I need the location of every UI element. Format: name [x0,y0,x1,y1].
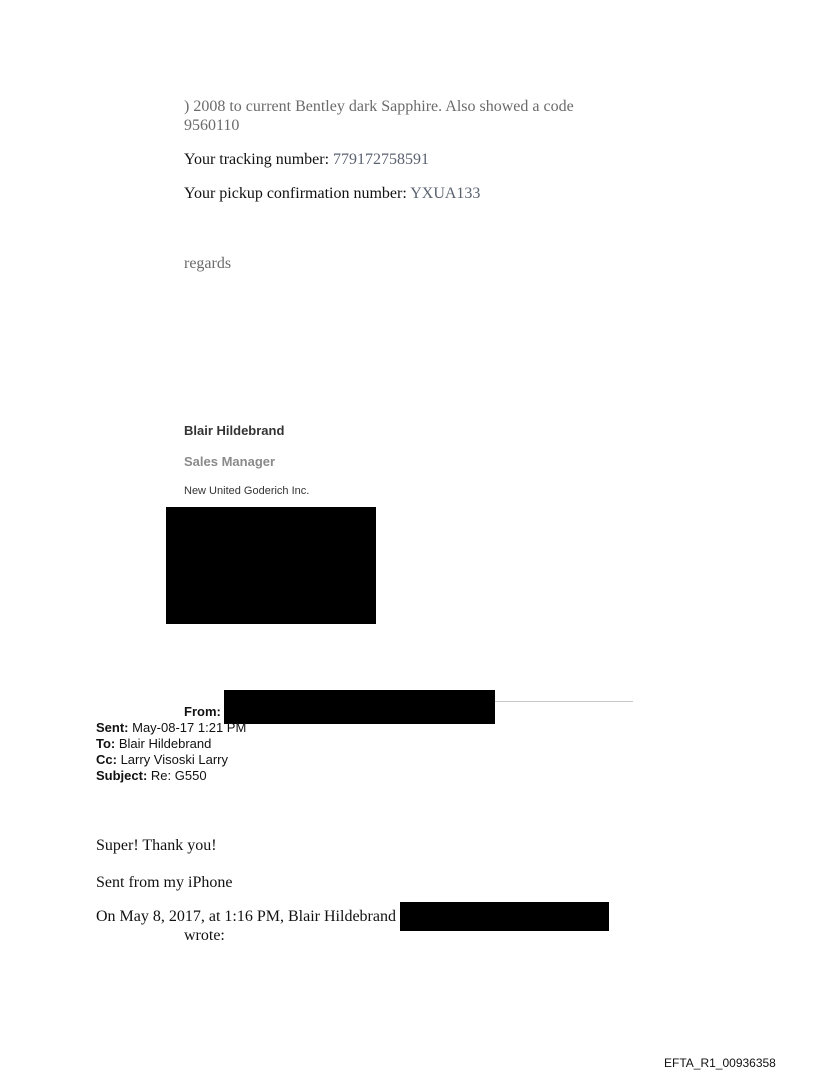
to-value: Blair Hildebrand [118,736,212,751]
signature-name: Blair Hildebrand [184,423,285,438]
to-label: To: [96,736,116,751]
pickup-row [184,184,480,203]
separator-rule [495,701,633,702]
cc-value: Larry Visoski Larry [120,752,228,767]
document-id: EFTA_R1_00936358 [664,1056,776,1070]
tracking-row [184,150,429,169]
redaction-block-logo [166,507,376,624]
redaction-block-email [400,902,609,931]
message-line-1: ) 2008 to current Bentley dark Sapphire. Also showed a code [184,98,574,115]
tracking-label: Your tracking number: [184,151,330,168]
from-label: From: [184,704,221,719]
pickup-label: Your pickup confirmation number: [184,185,407,202]
quote-intro: On May 8, 2017, at 1:16 PM, Blair Hildebrand [96,908,396,925]
sent-value: May-08-17 1:21 PM [132,720,247,735]
subject-value: Re: G550 [150,768,207,783]
redaction-block-from [224,690,495,724]
subject-row [96,768,207,784]
tracking-value: 779172758591 [333,151,430,168]
sent-label: Sent: [96,720,129,735]
cc-label: Cc: [96,752,117,767]
reply-line-2: Sent from my iPhone [96,874,233,891]
quote-wrote: wrote: [184,927,225,944]
reply-line-1: Super! Thank you! [96,837,217,854]
from-row [184,704,221,720]
subject-label: Subject: [96,768,148,783]
signature-title: Sales Manager [184,454,276,469]
to-row [96,736,211,752]
cc-row [96,752,228,768]
sent-row [96,720,246,736]
message-line-2: 9560110 [184,117,240,134]
closing-text: regards [184,255,232,272]
pickup-value: YXUA133 [410,185,481,202]
signature-company: New United Goderich Inc. [184,485,310,497]
